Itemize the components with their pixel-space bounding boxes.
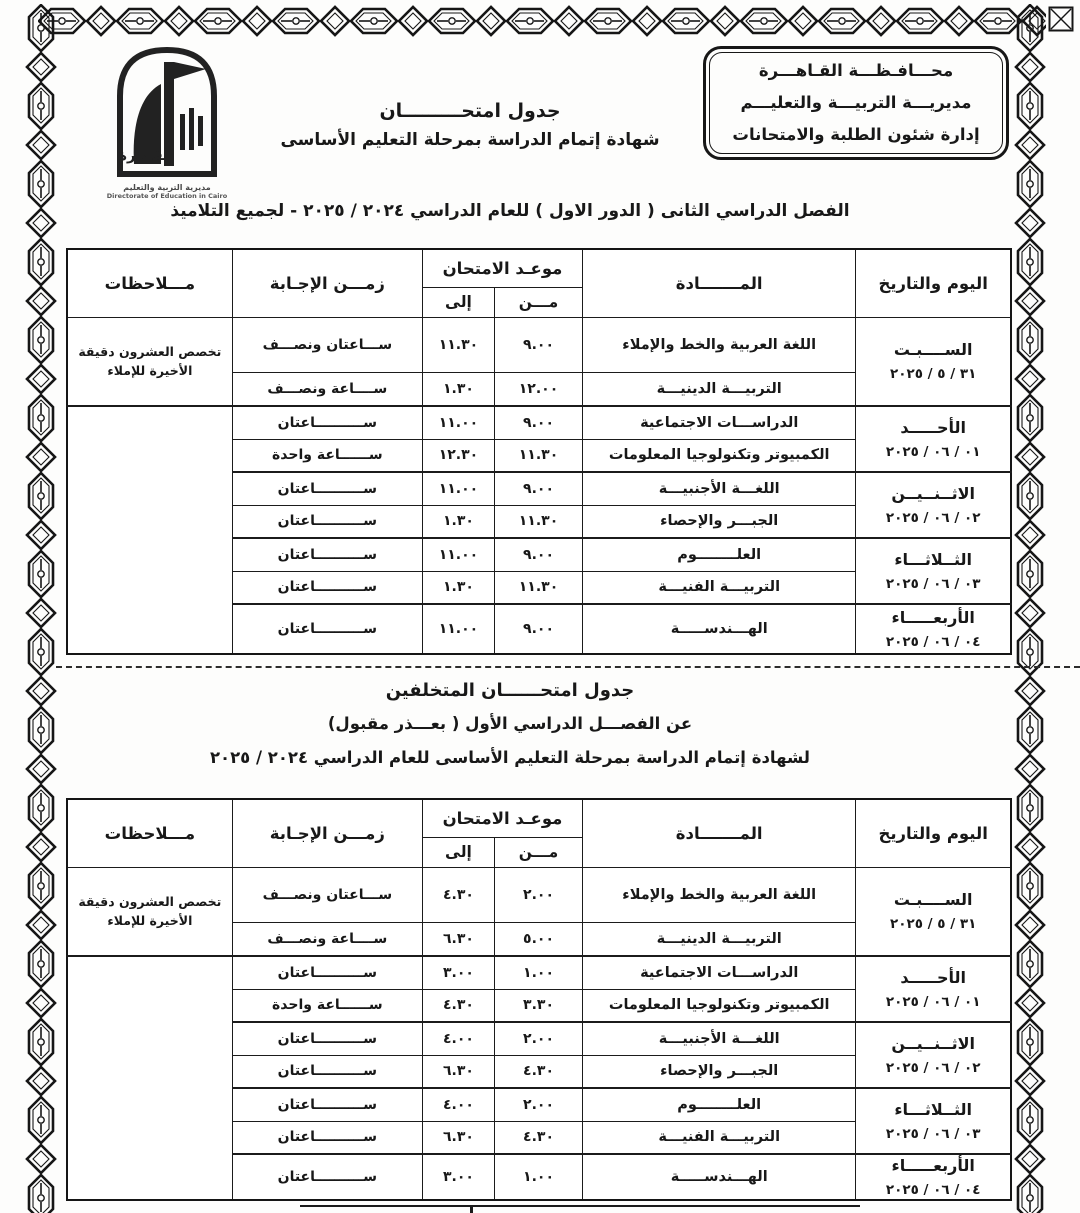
logo-cairo-text: القاهرة xyxy=(118,146,174,164)
schedule1-titles xyxy=(220,100,720,150)
exam-row xyxy=(67,317,1011,372)
header-subject: المـــــــادة xyxy=(583,799,856,867)
day-date: ٠١ / ٠٦ / ٢٠٢٥ xyxy=(885,444,981,460)
logo-caption-arabic: مديرية التربية والتعليم xyxy=(123,183,211,192)
time-from-cell: ١٢.٠٠ xyxy=(494,372,582,406)
duration-cell: ســــــاعة واحدة xyxy=(232,439,422,472)
day-name: الأحـــــد xyxy=(900,418,966,437)
time-to-cell: ٣.٠٠ xyxy=(422,956,494,989)
subject-cell: اللغة العربية والخط والإملاء xyxy=(583,317,856,372)
time-from-cell: ٣.٣٠ xyxy=(494,989,582,1022)
time-to-cell: ١.٣٠ xyxy=(422,505,494,538)
day-name: الســــبـت xyxy=(893,340,973,360)
subject-cell: التربيـــة الفنيـــة xyxy=(583,571,856,604)
subject-cell: اللغـــة الأجنبيـــة xyxy=(583,472,856,505)
decorative-corner-ornament xyxy=(1048,6,1074,32)
subject-cell: التربيـــة الدينيـــة xyxy=(583,922,856,956)
subject-cell: الهـــندســـــة xyxy=(583,604,856,654)
day-date: ٠٤ / ٠٦ / ٢٠٢٥ xyxy=(885,634,981,650)
time-to-cell: ٤.٣٠ xyxy=(422,989,494,1022)
time-to-cell: ١١.٠٠ xyxy=(422,406,494,439)
org-header-inner-frame xyxy=(709,52,1003,154)
header-day-date: اليوم والتاريخ xyxy=(856,799,1011,867)
org-line-administration: إدارة شئون الطلبة والامتحانات xyxy=(732,125,980,144)
time-from-cell: ١١.٣٠ xyxy=(494,505,582,538)
exam-table-main xyxy=(66,248,1012,655)
logo-caption-english: Directorate of Education in Cairo xyxy=(106,192,228,200)
decorative-border-left xyxy=(24,4,58,1213)
header-notes: مـــلاحظات xyxy=(67,249,232,317)
notes-empty-cell xyxy=(67,406,232,654)
day-name: الثــلاثـــاء xyxy=(894,1100,973,1119)
subject-cell: الدراســـات الاجتماعية xyxy=(583,406,856,439)
time-from-cell: ٢.٠٠ xyxy=(494,1022,582,1055)
notes-empty-cell xyxy=(67,956,232,1200)
cutoff-next-section-tick xyxy=(470,1205,473,1213)
schedule2-subtitle: عن الفصـــل الدراسي الأول ( بعـــذر مقبول) xyxy=(327,714,693,733)
time-to-cell: ٤.٣٠ xyxy=(422,867,494,922)
subject-cell: التربيـــة الدينيـــة xyxy=(583,372,856,406)
subject-cell: الكمبيوتر وتكنولوجيا المعلومات xyxy=(583,989,856,1022)
day-date: ٠٣ / ٠٦ / ٢٠٢٥ xyxy=(885,1126,981,1142)
exam-row xyxy=(67,956,1011,989)
time-to-cell: ٦.٣٠ xyxy=(422,1055,494,1088)
subject-cell: اللغـــة الأجنبيـــة xyxy=(583,1022,856,1055)
day-date: ٠٣ / ٠٦ / ٢٠٢٥ xyxy=(885,576,981,592)
day-date: ٠٤ / ٠٦ / ٢٠٢٥ xyxy=(885,1182,981,1198)
header-from: مـــن xyxy=(494,287,582,317)
day-date-cell xyxy=(856,1154,1011,1200)
duration-cell: ســــاعة ونصـــف xyxy=(232,372,422,406)
duration-cell: ســــــــــاعتان xyxy=(232,538,422,571)
subject-cell: الدراســـات الاجتماعية xyxy=(583,956,856,989)
time-from-cell: ١.٠٠ xyxy=(494,1154,582,1200)
exam-row xyxy=(67,867,1011,922)
duration-cell: ســــــــــاعتان xyxy=(232,1022,422,1055)
duration-cell: ســــــــــاعتان xyxy=(232,472,422,505)
time-to-cell: ١٢.٣٠ xyxy=(422,439,494,472)
subject-cell: الجبـــر والإحصاء xyxy=(583,1055,856,1088)
table-header-row xyxy=(67,249,1011,287)
subject-cell: التربيـــة الفنيـــة xyxy=(583,1121,856,1154)
time-to-cell: ١.٣٠ xyxy=(422,372,494,406)
org-header-box xyxy=(703,46,1009,160)
day-date-cell xyxy=(856,317,1011,406)
time-from-cell: ١١.٣٠ xyxy=(494,571,582,604)
day-date-cell xyxy=(856,1022,1011,1088)
decorative-border-right xyxy=(1013,4,1047,1213)
subject-cell: العلــــــــوم xyxy=(583,1088,856,1121)
day-date-cell xyxy=(856,538,1011,604)
header-subject: المـــــــادة xyxy=(583,249,856,317)
time-to-cell: ١١.٠٠ xyxy=(422,604,494,654)
duration-cell: ســــــاعة واحدة xyxy=(232,989,422,1022)
day-date-cell xyxy=(856,1088,1011,1154)
header-from: مـــن xyxy=(494,837,582,867)
header-duration: زمـــن الإجـابة xyxy=(232,249,422,317)
time-to-cell: ١١.٣٠ xyxy=(422,317,494,372)
day-date-cell xyxy=(856,604,1011,654)
time-from-cell: ٢.٠٠ xyxy=(494,1088,582,1121)
time-to-cell: ١١.٠٠ xyxy=(422,538,494,571)
day-date: ٣١ / ٥ / ٢٠٢٥ xyxy=(889,916,977,933)
exam-row xyxy=(67,406,1011,439)
header-to: إلى xyxy=(422,287,494,317)
subject-cell: الجبـــر والإحصاء xyxy=(583,505,856,538)
org-line-directorate: مديريـــة التربيـــة والتعليـــم xyxy=(740,93,972,112)
time-from-cell: ٥.٠٠ xyxy=(494,922,582,956)
time-to-cell: ٤.٠٠ xyxy=(422,1022,494,1055)
time-from-cell: ٢.٠٠ xyxy=(494,867,582,922)
time-to-cell: ١.٣٠ xyxy=(422,571,494,604)
schedule1-subtitle: شهادة إتمام الدراسة بمرحلة التعليم الأساسى xyxy=(280,130,660,150)
day-date: ٠١ / ٠٦ / ٢٠٢٥ xyxy=(885,994,981,1010)
notes-cell: تخصص العشرون دقيقة الأخيرة للإملاء xyxy=(67,867,232,956)
duration-cell: ســــــــــاعتان xyxy=(232,571,422,604)
duration-cell: ســـاعتان ونصـــف xyxy=(232,867,422,922)
time-to-cell: ٦.٣٠ xyxy=(422,1121,494,1154)
duration-cell: ســــــــــاعتان xyxy=(232,1055,422,1088)
schedule2-title: جدول امتحــــــان المتخلفين xyxy=(385,680,635,701)
day-date-cell xyxy=(856,472,1011,538)
duration-cell: ســــــــــاعتان xyxy=(232,1154,422,1200)
table-header-row xyxy=(67,799,1011,837)
day-date-cell xyxy=(856,956,1011,1022)
day-name: الأحـــــد xyxy=(900,968,966,987)
time-from-cell: ٤.٣٠ xyxy=(494,1055,582,1088)
time-from-cell: ٩.٠٠ xyxy=(494,406,582,439)
day-name: الاثــنــيــن xyxy=(891,484,976,503)
duration-cell: ســــــــــاعتان xyxy=(232,956,422,989)
day-date-cell xyxy=(856,867,1011,956)
day-name: الســــبـت xyxy=(893,890,973,910)
schedule2-titles xyxy=(210,680,810,767)
duration-cell: ســــــــــاعتان xyxy=(232,1121,422,1154)
header-exam-time: موعـد الامتحان xyxy=(422,799,582,837)
duration-cell: ســــاعة ونصـــف xyxy=(232,922,422,956)
day-date: ٣١ / ٥ / ٢٠٢٥ xyxy=(889,366,977,383)
time-from-cell: ٩.٠٠ xyxy=(494,472,582,505)
time-from-cell: ٩.٠٠ xyxy=(494,604,582,654)
logo-emblem-icon xyxy=(108,38,226,178)
day-date-cell xyxy=(856,406,1011,472)
decorative-border-top xyxy=(38,5,1046,37)
time-to-cell: ١١.٠٠ xyxy=(422,472,494,505)
header-notes: مـــلاحظات xyxy=(67,799,232,867)
duration-cell: ســــــــــاعتان xyxy=(232,406,422,439)
cutoff-next-section-line xyxy=(300,1205,860,1207)
time-from-cell: ١١.٣٠ xyxy=(494,439,582,472)
header-day-date: اليوم والتاريخ xyxy=(856,249,1011,317)
duration-cell: ســــــــــاعتان xyxy=(232,604,422,654)
day-name: الأربعـــــاء xyxy=(891,1156,975,1175)
header-exam-time: موعـد الامتحان xyxy=(422,249,582,287)
time-from-cell: ٩.٠٠ xyxy=(494,538,582,571)
subject-cell: الهـــندســـــة xyxy=(583,1154,856,1200)
time-to-cell: ٦.٣٠ xyxy=(422,922,494,956)
dashed-separator xyxy=(56,666,1080,668)
day-name: الاثــنــيــن xyxy=(891,1034,976,1053)
day-date: ٠٢ / ٠٦ / ٢٠٢٥ xyxy=(885,510,981,526)
time-from-cell: ١.٠٠ xyxy=(494,956,582,989)
time-to-cell: ٣.٠٠ xyxy=(422,1154,494,1200)
header-to: إلى xyxy=(422,837,494,867)
duration-cell: ســــــــــاعتان xyxy=(232,505,422,538)
org-line-governorate: محـــافـظـــة القـاهـــرة xyxy=(758,61,954,80)
schedule1-title: جدول امتحـــــــــان xyxy=(379,100,561,122)
time-from-cell: ٩.٠٠ xyxy=(494,317,582,372)
time-from-cell: ٤.٣٠ xyxy=(494,1121,582,1154)
subject-cell: اللغة العربية والخط والإملاء xyxy=(583,867,856,922)
subject-cell: الكمبيوتر وتكنولوجيا المعلومات xyxy=(583,439,856,472)
duration-cell: ســـاعتان ونصـــف xyxy=(232,317,422,372)
time-to-cell: ٤.٠٠ xyxy=(422,1088,494,1121)
schedule2-term-line: لشهادة إتمام الدراسة بمرحلة التعليم الأساسى للعام الدراسي ٢٠٢٤ / ٢٠٢٥ xyxy=(209,748,810,767)
duration-cell: ســــــــــاعتان xyxy=(232,1088,422,1121)
subject-cell: العلــــــــوم xyxy=(583,538,856,571)
day-name: الأربعـــــاء xyxy=(891,608,975,627)
day-name: الثــلاثـــاء xyxy=(894,550,973,569)
day-date: ٠٢ / ٠٦ / ٢٠٢٥ xyxy=(885,1060,981,1076)
notes-cell: تخصص العشرون دقيقة الأخيرة للإملاء xyxy=(67,317,232,406)
schedule1-term-line: الفصل الدراسي الثانى ( الدور الاول ) للعام الدراسي ٢٠٢٤ / ٢٠٢٥ - لجميع التلاميذ xyxy=(170,201,850,221)
header-duration: زمـــن الإجـابة xyxy=(232,799,422,867)
exam-table-makeup xyxy=(66,798,1012,1201)
